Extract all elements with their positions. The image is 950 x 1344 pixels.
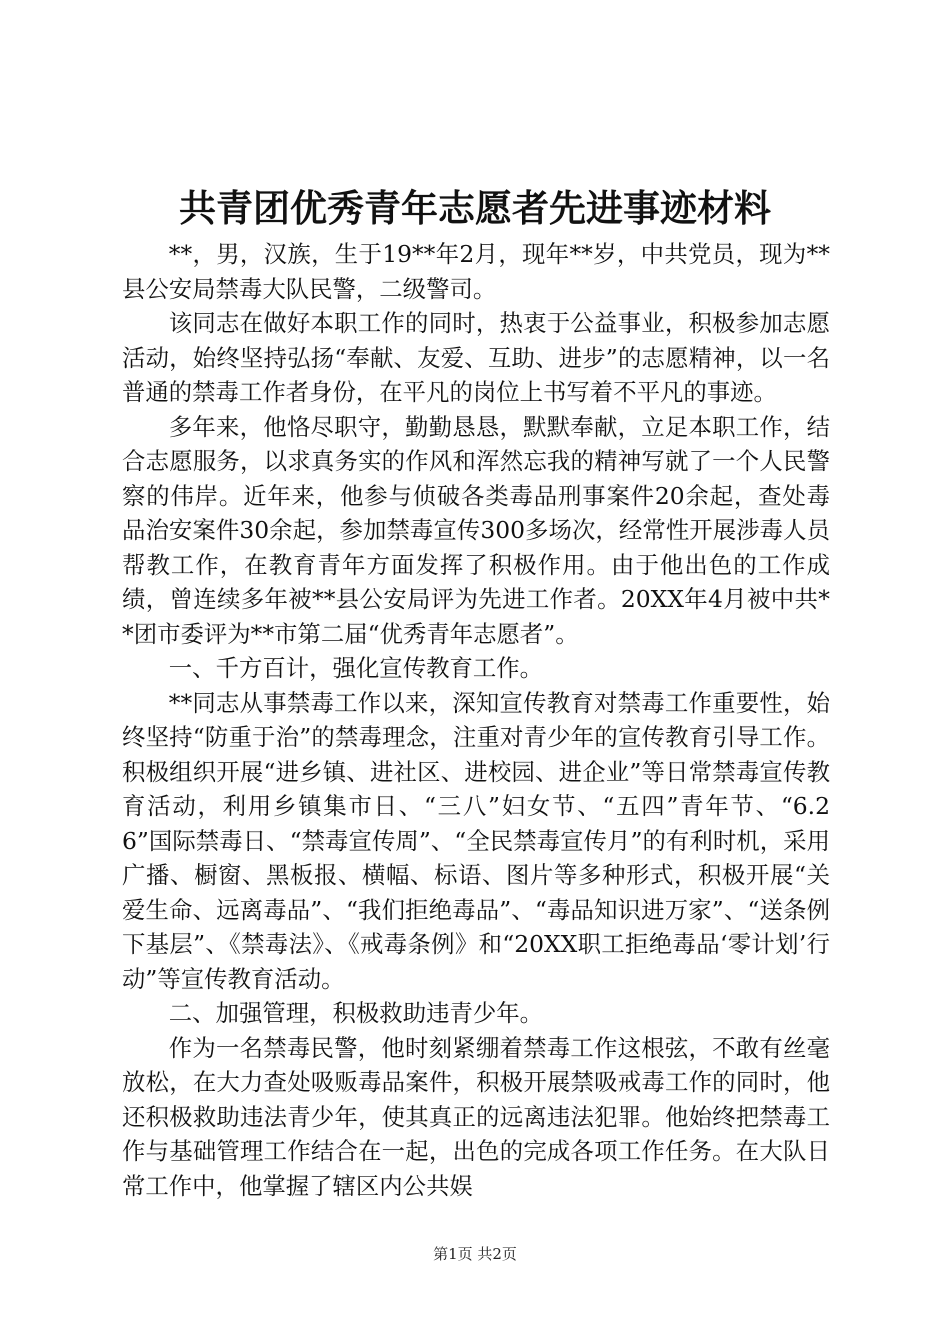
paragraph-education: **同志从事禁毒工作以来，深知宣传教育对禁毒工作重要性，始终坚持“防重于治”的禁毒理念，注重对青少年的宣传教育引导工作。积极组织开展“进乡镇、进社区、进校园、进企业”等日常禁毒宣传教育活动，利用乡镇集市日、“三八”妇女节、“五四”青年节、“6.26”国际禁毒日、“禁毒宣传周”、“全民禁毒宣传月”的有利时机，采用广播、橱窗、黑板报、横幅、标语、图片等多种形式，积极开展“关爱生命、远离毒品”、“我们拒绝毒品”、“毒品知识进万家”、“送条例下基层”、《禁毒法》、《戒毒条例》和“20XX职工拒绝毒品‘零计划’行动”等宣传教育活动。 (122, 688, 830, 993)
paragraph-intro: **，男，汉族，生于19**年2月，现年**岁，中共党员，现为**县公安局禁毒大队民警，二级警司。 (122, 240, 830, 303)
paragraph-volunteer: 该同志在做好本职工作的同时，热衷于公益事业，积极参加志愿活动，始终坚持弘扬“奉献、友爱、互助、进步”的志愿精神，以一名普通的禁毒工作者身份，在平凡的岗位上书写着不平凡的事迹。 (122, 309, 830, 406)
page-footer: 第1页 共2页 (433, 1245, 517, 1263)
document-body (122, 237, 830, 1203)
section-heading-1: 一、千方百计，强化宣传教育工作。 (168, 654, 544, 682)
paragraph-management: 作为一名禁毒民警，他时刻紧绷着禁毒工作这根弦，不敢有丝毫放松，在大力查处吸贩毒品案件，积极开展禁吸戒毒工作的同时，他还积极救助违法青少年，使其真正的远离违法犯罪。他始终把禁毒工作与基础管理工作结合在一起，出色的完成各项工作任务。在大队日常工作中，他掌握了辖区内公共娱 (122, 1033, 830, 1200)
paragraph-achievements: 多年来，他恪尽职守，勤勤恳恳，默默奉献，立足本职工作，结合志愿服务，以求真务实的作风和浑然忘我的精神写就了一个人民警察的伟岸。近年来，他参与侦破各类毒品刑事案件20余起，查处毒品治安案件30余起，参加禁毒宣传300多场次，经常性开展涉毒人员帮教工作，在教育青年方面发挥了积极作用。由于他出色的工作成绩，曾连续多年被**县公安局评为先进工作者。20XX年4月被中共**团市委评为**市第二届“优秀青年志愿者”。 (122, 412, 830, 648)
section-heading-2: 二、加强管理，积极救助违青少年。 (168, 999, 544, 1027)
document-title: 共青团优秀青年志愿者先进事迹材料 (179, 186, 771, 230)
